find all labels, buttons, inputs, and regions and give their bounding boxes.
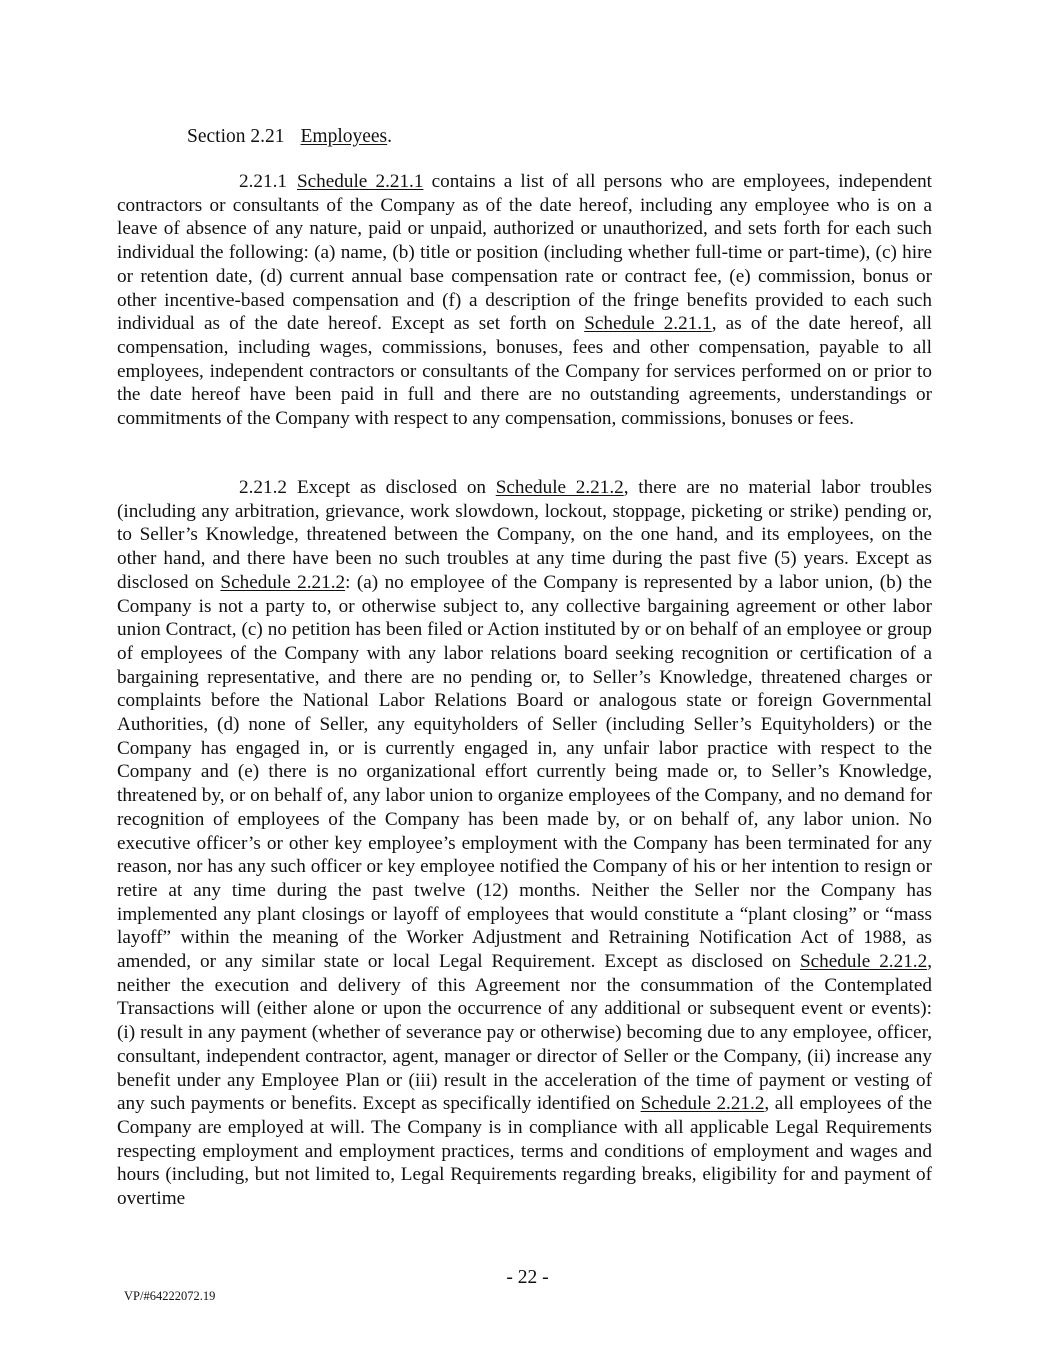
section-title-period: . xyxy=(387,126,393,147)
paragraph-text: contains a list of all persons who are employees, independent contractors or consultants of the Company as of the date hereof, including any employee who is on a leave of absence of any nature, paid or unpaid, authorized or unauthorized, and sets forth for each such individual the following: (a) name, (b) title or position (including whether full-time or part-time), (c) hire or retention date, (d) current annual base compensation rate or contract fee, (e) commission, bonus or other incentive-based compensation and (f) a description of the fringe benefits provided to each such individual as of the date hereof. Except as set forth on xyxy=(117,171,932,335)
section-title: Employees xyxy=(300,126,388,147)
paragraph-2-21-2 xyxy=(117,476,932,1211)
paragraph-text: , neither the execution and delivery of this Agreement nor the consummation of the Contemplated Transactions will (either alone or upon the occurrence of any additional or subsequent event or events): (i) result in any payment (whether of severance pay or otherwise) becoming due to any employee, officer, consultant, independent contractor, agent, manager or director of Seller or the Company, (ii) increase any benefit under any Employee Plan or (iii) result in the acceleration of the time of payment or vesting of any such payments or benefits. Except as specifically identified on xyxy=(117,951,932,1115)
paragraph-text: , as of the date hereof, all compensation, including wages, commissions, bonuses, fees and other compensation, payable to all employees, independent contractors or consultants of the Company for services performed on or prior to the date hereof have been paid in full and there are no outstanding agreements, understandings or commitments of the Company with respect to any compensation, commissions, bonuses or fees. xyxy=(117,313,932,430)
schedule-reference: Schedule 2.21.2 xyxy=(220,571,346,593)
paragraph-text: , all employees of the Company are employed at will. The Company is in compliance with all applicable Legal Requirements respecting employment and employment practices, terms and conditions of employment and wages and hours (including, but not limited to, Legal Requirements regarding breaks, eligibility for and payment of overtime xyxy=(117,1093,932,1210)
paragraph-text: Except as disclosed on xyxy=(296,477,496,498)
schedule-reference: Schedule 2.21.2 xyxy=(495,477,624,498)
document-id: VP/#64222072.19 xyxy=(124,1289,216,1303)
schedule-reference: Schedule 2.21.1 xyxy=(296,171,424,192)
schedule-reference: Schedule 2.21.1 xyxy=(584,313,712,335)
schedule-reference: Schedule 2.21.2 xyxy=(640,1093,765,1115)
schedule-reference: Schedule 2.21.2 xyxy=(799,951,928,973)
section-number: Section 2.21 xyxy=(187,126,285,147)
page-number: - 22 - xyxy=(506,1267,549,1288)
paragraph-text: , there are no material labor troubles (including any arbitration, grievance, work slowdown, lockout, stoppage, picketing or strike) pending or, to Seller’s Knowledge, threatened between the Company, on the one hand, and its employees, on the other hand, and there have been no such troubles at any time during the past five (5) years. Except as disclosed on xyxy=(117,477,932,593)
paragraph-number: 2.21.1 xyxy=(239,171,287,192)
section-heading xyxy=(187,125,392,149)
paragraph-2-21-1 xyxy=(117,170,932,431)
paragraph-number: 2.21.2 xyxy=(239,477,287,498)
paragraph-text: : (a) no employee of the Company is represented by a labor union, (b) the Company is not a party to, or otherwise subject to, any collective bargaining agreement or other labor union Contract, (c) no petition has been filed or Action instituted by or on behalf of an employee or group of employees of the Company with any labor relations board seeking recognition or certification of a bargaining representative, and there are no pending or, to Seller’s Knowledge, threatened charges or complaints before the National Labor Relations Board or analogous state or foreign Governmental Authorities, (d) none of Seller, any equityholders of Seller (including Seller’s Equityholders) or the Company has engaged in, or is currently engaged in, any unfair labor practice with respect to the Company and (e) there is no organizational effort currently being made or, to Seller’s Knowledge, threatened by, or on behalf of, any labor union to organize employees of the Company, and no demand for recognition of employees of the Company has been made by, or on behalf of, any labor union. No executive officer’s or other key employee’s employment with the Company has been terminated for any reason, nor has any such officer or key employee notified the Company of his or her intention to resign or retire at any time during the past twelve (12) months. Neither the Seller nor the Company has implemented any plant closings or layoff of employees that would constitute a “plant closing” or “mass layoff” within the meaning of the Worker Adjustment and Retraining Notification Act of 1988, as amended, or any similar state or local Legal Requirement. Except as disclosed on xyxy=(117,571,932,973)
